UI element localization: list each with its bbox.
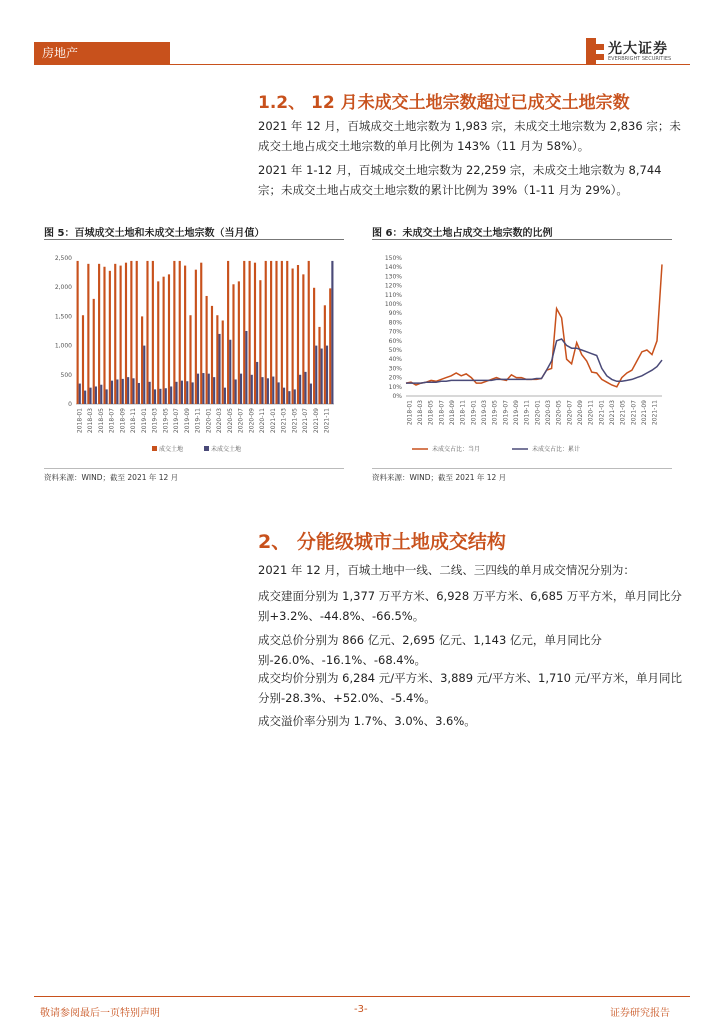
- bar-deal: [163, 277, 165, 404]
- x-tick-label: 2018-11: [459, 400, 467, 426]
- bar-deal: [120, 266, 122, 404]
- figure-5-title: 图 5：百城成交土地和未成交土地宗数（当月值）: [44, 228, 265, 239]
- y-tick-label: 1,500: [54, 313, 72, 321]
- x-tick-label: 2020-09: [248, 408, 256, 434]
- y-tick-label: 0: [68, 401, 72, 408]
- x-tick-label: 2019-07: [173, 408, 181, 434]
- bar-deal: [324, 305, 326, 404]
- bar-deal: [281, 261, 283, 404]
- x-tick-label: 2019-03: [151, 408, 159, 434]
- bar-undeal: [170, 386, 172, 404]
- bar-undeal: [192, 382, 194, 404]
- x-tick-label: 2020-05: [555, 400, 563, 426]
- logo-mark-icon: [586, 38, 604, 64]
- paragraph: 成交均价分别为 6,284 元/平方米、3,889 元/平方米、1,710 元/平方米，单月同比分别-28.3%、+52.0%、-5.4%。: [258, 671, 683, 705]
- bar-deal: [297, 265, 299, 404]
- bar-undeal: [197, 374, 199, 404]
- bar-undeal: [116, 379, 118, 404]
- figure-5-source: 资料来源：WIND；截至 2021 年 12 月: [44, 473, 179, 482]
- bar-deal: [302, 274, 304, 404]
- bar-deal: [232, 284, 234, 404]
- bar-undeal: [240, 374, 242, 404]
- y-tick-label: 1,000: [54, 342, 72, 350]
- legend-swatch: [204, 446, 209, 451]
- x-tick-label: 2020-09: [577, 400, 584, 426]
- bar-deal: [249, 261, 251, 404]
- x-tick-label: 2021-07: [630, 400, 638, 426]
- figure-6-top-rule: [372, 239, 672, 240]
- figure-6-bottom-rule: [372, 468, 672, 469]
- bar-undeal: [181, 381, 183, 404]
- bar-undeal: [79, 384, 81, 404]
- bar-deal: [238, 281, 240, 404]
- bar-undeal: [154, 389, 156, 404]
- x-tick-label: 2019-03: [481, 400, 488, 426]
- paragraph: 成交建面分别为 1,377 万平方米、6,928 万平方米、6,685 万平方米，单月同比分别+3.2%、-44.8%、-66.5%。: [258, 589, 682, 623]
- legend-label: 成交土地: [159, 446, 184, 453]
- bar-deal: [136, 261, 138, 404]
- x-tick-label: 2018-07: [438, 400, 446, 426]
- footer-disclaimer: 敬请参阅最后一页特别声明: [40, 1008, 160, 1019]
- section-heading-1: 1.2、 12 月未成交土地宗数超过已成交土地宗数: [258, 93, 630, 113]
- bar-deal: [222, 320, 224, 404]
- bar-undeal: [132, 378, 134, 404]
- x-tick-label: 2019-05: [491, 400, 499, 426]
- x-tick-label: 2021-03: [609, 400, 616, 426]
- line-monthly: [406, 264, 662, 386]
- bar-undeal: [267, 378, 269, 404]
- y-tick-label: 10%: [388, 383, 402, 391]
- bar-deal: [308, 261, 310, 404]
- x-tick-label: 2019-09: [183, 408, 191, 434]
- bar-undeal: [251, 375, 253, 404]
- section-tag: 房地产: [34, 42, 170, 64]
- bar-deal: [216, 315, 218, 404]
- bar-undeal: [235, 379, 237, 404]
- bar-undeal: [186, 381, 188, 404]
- bar-deal: [184, 266, 186, 404]
- footer-report-type: 证券研究报告: [610, 1008, 670, 1019]
- x-tick-label: 2020-07: [237, 408, 245, 434]
- y-tick-label: 150%: [384, 255, 402, 262]
- x-tick-label: 2021-09: [312, 408, 320, 434]
- x-tick-label: 2020-05: [226, 408, 234, 434]
- bar-deal: [141, 316, 143, 404]
- bar-undeal: [256, 362, 258, 404]
- bar-undeal: [229, 340, 231, 404]
- bar-undeal: [149, 382, 151, 404]
- bar-deal: [179, 261, 181, 404]
- x-tick-label: 2020-01: [534, 400, 542, 426]
- figure-6-title: 图 6：未成交土地占成交土地宗数的比例: [372, 228, 553, 239]
- bar-deal: [292, 269, 294, 404]
- y-tick-label: 90%: [388, 310, 402, 318]
- x-tick-label: 2021-05: [619, 400, 627, 426]
- x-tick-label: 2019-11: [523, 400, 531, 426]
- bar-deal: [227, 261, 229, 404]
- bar-undeal: [331, 261, 333, 404]
- bar-deal: [152, 261, 154, 404]
- legend-label: 未成交占比：累计: [532, 446, 581, 453]
- x-tick-label: 2018-01: [76, 408, 84, 434]
- x-tick-label: 2018-07: [108, 408, 116, 434]
- bar-deal: [313, 288, 315, 404]
- bar-deal: [109, 271, 111, 404]
- bar-deal: [93, 299, 95, 404]
- bar-undeal: [84, 391, 86, 404]
- figure-6-chart: [372, 244, 672, 466]
- paragraph: 2021 年 12 月，百城成交土地宗数为 1,983 宗，未成交土地宗数为 2,836 宗；未成交土地占成交土地宗数的单月比例为 143%（11 月为 58%）。: [258, 119, 681, 153]
- y-tick-label: 110%: [384, 291, 402, 299]
- x-tick-label: 2020-01: [205, 408, 213, 434]
- bar-deal: [87, 264, 89, 404]
- bar-undeal: [111, 381, 113, 404]
- y-tick-label: 30%: [388, 365, 402, 373]
- x-tick-label: 2019-11: [194, 408, 202, 434]
- bar-undeal: [218, 334, 220, 404]
- bar-deal: [114, 264, 116, 404]
- logo-name: 光大证券: [608, 41, 668, 57]
- bar-undeal: [224, 388, 226, 404]
- bar-undeal: [288, 391, 290, 404]
- bar-undeal: [245, 331, 247, 404]
- x-tick-label: 2018-09: [449, 400, 456, 426]
- bar-deal: [168, 274, 170, 404]
- bar-undeal: [299, 375, 301, 404]
- y-tick-label: 2,000: [54, 284, 72, 292]
- legend-label: 未成交土地: [211, 446, 242, 453]
- bar-deal: [195, 270, 197, 404]
- bar-undeal: [127, 377, 129, 404]
- bar-undeal: [159, 389, 161, 404]
- bar-deal: [254, 263, 256, 404]
- x-tick-label: 2021-01: [598, 400, 606, 426]
- x-tick-label: 2019-07: [502, 400, 510, 426]
- bar-deal: [98, 264, 100, 404]
- x-tick-label: 2018-03: [417, 400, 424, 426]
- y-tick-label: 100%: [384, 301, 402, 308]
- logo-subtitle: EVERBRIGHT SECURITIES: [608, 56, 672, 62]
- bar-deal: [130, 261, 132, 404]
- y-tick-label: 40%: [388, 356, 402, 364]
- paragraph: 2021 年 12 月，百城土地中一线、二线、三四线的单月成交情况分别为：: [258, 563, 635, 577]
- bar-undeal: [283, 388, 285, 404]
- x-tick-label: 2018-11: [130, 408, 138, 434]
- bar-undeal: [315, 346, 317, 404]
- section-heading-2: 2、 分能级城市土地成交结构: [258, 531, 506, 553]
- y-tick-label: 70%: [388, 328, 402, 336]
- x-tick-label: 2018-03: [87, 408, 95, 434]
- legend-label: 未成交占比：当月: [432, 446, 481, 453]
- x-tick-label: 2019-01: [470, 400, 478, 426]
- bar-deal: [125, 263, 127, 404]
- x-tick-label: 2021-11: [651, 400, 659, 426]
- x-tick-label: 2021-01: [269, 408, 277, 434]
- x-tick-label: 2021-09: [641, 400, 648, 426]
- bar-undeal: [272, 377, 274, 404]
- bar-deal: [286, 261, 288, 404]
- bar-undeal: [95, 386, 97, 404]
- bar-undeal: [89, 388, 91, 404]
- x-tick-label: 2021-07: [302, 408, 310, 434]
- bar-deal: [146, 261, 148, 404]
- figure-5-chart: [44, 244, 344, 466]
- bar-undeal: [310, 384, 312, 404]
- bar-undeal: [326, 346, 328, 404]
- bar-deal: [103, 267, 105, 404]
- bar-deal: [200, 263, 202, 404]
- x-tick-label: 2019-05: [162, 408, 170, 434]
- x-tick-label: 2019-09: [513, 400, 520, 426]
- bar-undeal: [138, 383, 140, 404]
- y-tick-label: 130%: [384, 273, 402, 281]
- x-tick-label: 2019-01: [140, 408, 148, 434]
- bar-undeal: [208, 374, 210, 404]
- x-tick-label: 2021-11: [323, 408, 331, 434]
- legend-swatch: [152, 446, 157, 451]
- x-tick-label: 2018-05: [97, 408, 105, 434]
- bar-undeal: [122, 379, 124, 404]
- y-tick-label: 500: [60, 371, 72, 379]
- bar-undeal: [165, 388, 167, 404]
- x-tick-label: 2018-09: [119, 408, 127, 434]
- bar-deal: [82, 315, 84, 404]
- y-tick-label: 60%: [388, 337, 402, 345]
- bar-deal: [275, 261, 277, 404]
- paragraph: 2021 年 1-12 月，百城成交土地宗数为 22,259 宗，未成交土地宗数为 8,744 宗；未成交土地占成交土地宗数的累计比例为 39%（1-11 月为 29%）。: [258, 163, 662, 197]
- x-tick-label: 2018-05: [427, 400, 435, 426]
- bar-deal: [259, 280, 261, 404]
- bar-undeal: [143, 346, 145, 404]
- paragraph: 成交总价分别为 866 亿元、2,695 亿元、1,143 亿元，单月同比分别-26.0%、-16.1%、-68.4%。: [258, 633, 602, 667]
- bar-deal: [189, 315, 191, 404]
- bar-deal: [206, 296, 208, 404]
- y-tick-label: 20%: [388, 374, 402, 382]
- x-tick-label: 2020-03: [545, 400, 552, 426]
- y-tick-label: 50%: [388, 347, 402, 354]
- figure-5-top-rule: [44, 239, 344, 240]
- bar-undeal: [261, 377, 263, 404]
- y-tick-label: 0%: [392, 393, 402, 400]
- y-tick-label: 2,500: [54, 255, 72, 262]
- bar-undeal: [321, 349, 323, 404]
- footer-rule: [34, 996, 690, 997]
- y-tick-label: 120%: [384, 282, 402, 290]
- x-tick-label: 2021-03: [280, 408, 288, 434]
- x-tick-label: 2020-11: [259, 408, 267, 434]
- x-tick-label: 2021-05: [291, 408, 299, 434]
- bar-undeal: [100, 385, 102, 404]
- x-tick-label: 2020-07: [566, 400, 574, 426]
- bar-deal: [157, 281, 159, 404]
- page-number: -3-: [354, 1004, 368, 1015]
- bar-deal: [270, 261, 272, 404]
- bar-undeal: [202, 373, 204, 404]
- bar-deal: [77, 261, 79, 404]
- x-tick-label: 2020-11: [587, 400, 595, 426]
- bar-undeal: [175, 382, 177, 404]
- bar-undeal: [278, 382, 280, 404]
- bar-undeal: [304, 372, 306, 404]
- bar-undeal: [294, 389, 296, 404]
- paragraph: 成交溢价率分别为 1.7%、3.0%、3.6%。: [258, 714, 476, 728]
- bar-undeal: [213, 377, 215, 404]
- figure-6-source: 资料来源：WIND；截至 2021 年 12 月: [372, 473, 507, 482]
- brand-logo: [586, 38, 696, 66]
- bar-deal: [173, 261, 175, 404]
- x-tick-label: 2020-03: [216, 408, 224, 434]
- y-tick-label: 80%: [388, 319, 402, 327]
- bar-deal: [318, 327, 320, 404]
- bar-undeal: [106, 389, 108, 404]
- y-tick-label: 140%: [384, 264, 402, 272]
- figure-5-bottom-rule: [44, 468, 344, 469]
- bar-deal: [265, 261, 267, 404]
- x-tick-label: 2018-01: [406, 400, 414, 426]
- bar-deal: [243, 261, 245, 404]
- bar-deal: [329, 288, 331, 404]
- bar-deal: [211, 306, 213, 404]
